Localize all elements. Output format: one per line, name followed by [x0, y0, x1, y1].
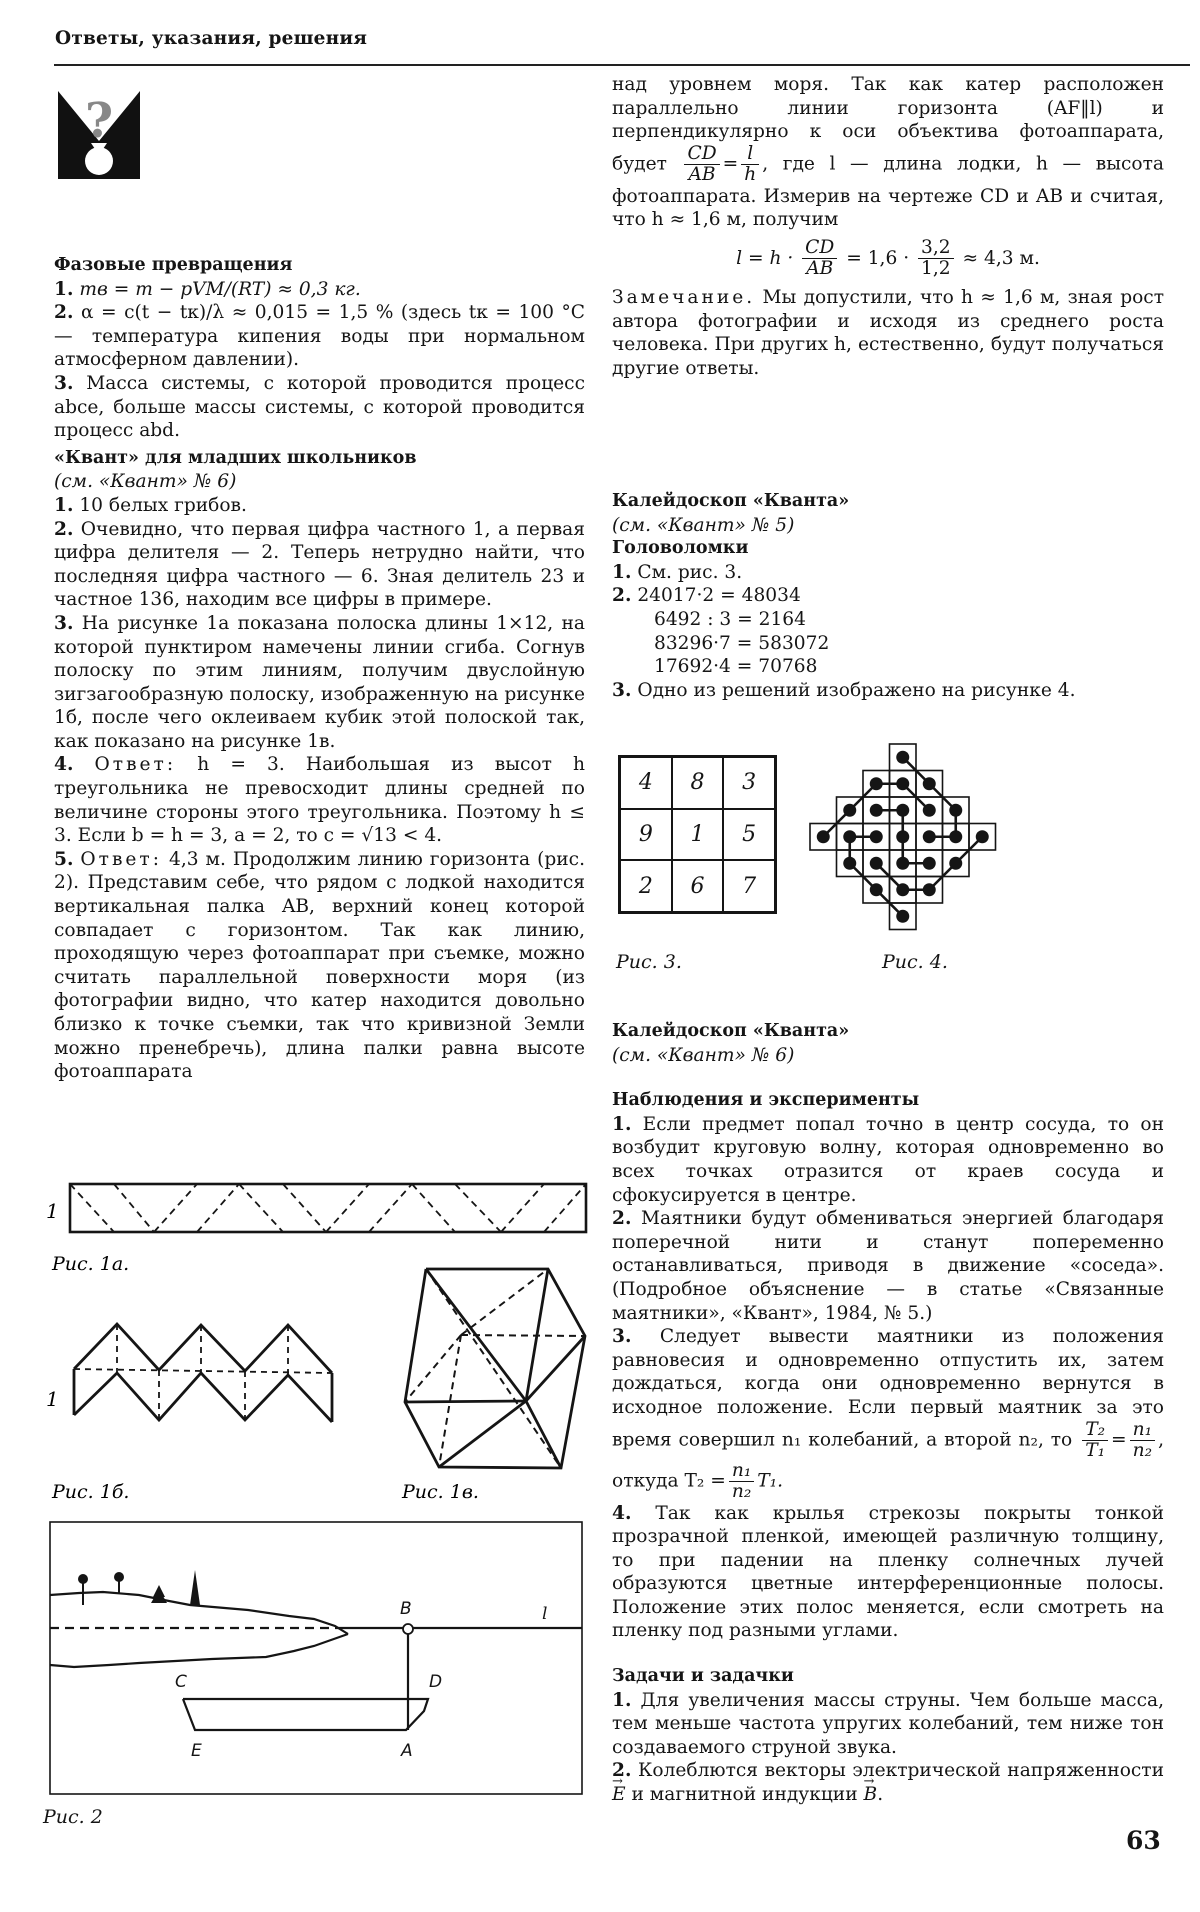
section-heading: Наблюдения и эксперименты — [612, 1090, 920, 1111]
dot — [949, 830, 962, 843]
dot — [843, 857, 856, 870]
dot — [923, 830, 936, 843]
question-logo-icon — [58, 91, 140, 179]
section-title: Калейдоскоп «Кванта» — [612, 491, 850, 511]
shore-trees-icon — [78, 1570, 200, 1605]
fold-lines — [70, 1184, 586, 1232]
answer-item: 1. mв = m − pVM/(RT) ≈ 0,3 кг. — [54, 278, 361, 300]
section-subtitle: (см. «Квант» № 5) — [612, 514, 795, 536]
fig3-caption: Рис. 3. — [616, 951, 682, 973]
kaleidoscope-5: Калейдоскоп «Кванта» (см. «Квант» № 5) Головоломки 1. См. рис. 3. 2. 24017·2 = 48034 6492 : 3 = 2164 83296·7 = 583072 17692·4 = 70768 3. Одно из решений изображено на рисунке 4. — [612, 490, 1164, 702]
fig1v-caption: Рис. 1в. — [402, 1481, 479, 1503]
figure-4-diamond — [808, 742, 998, 932]
dot — [923, 804, 936, 817]
label-b: B — [400, 1599, 412, 1619]
dot — [870, 883, 883, 896]
dot — [896, 830, 909, 843]
label-c: C — [175, 1672, 187, 1692]
answer-item: 3. На рисунке 1а показана полоска длины 1×12, на которой пунктиром намечены линии сгиба. Согнув полоску по этим линиям, получим двуслойную зигзагообразную полоску, изображенную на рисунке 1б, после чего оклеиваем кубик этой полоской так, как показано на рисунке 1в. — [54, 612, 585, 752]
vector-e: → E — [612, 1784, 626, 1805]
grid-cell: 2 — [620, 860, 672, 912]
dot — [896, 910, 909, 923]
label-a: A — [401, 1741, 413, 1761]
dot — [870, 857, 883, 870]
dot — [923, 857, 936, 870]
dot — [896, 804, 909, 817]
formula-length: l = h · $\frac{CD}{AB}$ = 1,6 · $\frac{3,2}{1,2}$ ≈ 4,3 м. — [736, 237, 1040, 280]
zigzag-1b — [74, 1324, 332, 1422]
point-b — [403, 1624, 413, 1634]
grid-cell: 5 — [723, 809, 775, 861]
section-title-junior: «Квант» для младших школьников — [54, 447, 417, 468]
label-l: l — [542, 1604, 548, 1624]
answer-item: 5. Ответ: 4,3 м. Продолжим линию горизонта (рис. 2). Представим себе, что рядом с лодкой находится вертикальная палка AB, верхний конец которой совпадает с горизонтом. Так как линию, проходящую через фотоаппарат при съемке, можно считать параллельной поверхности моря (из фотографии видно, что катер находится довольно близко к точке съемки, так что кривизной Земли можно пренебречь), длина палки равна высоте фотоаппарата — [54, 848, 585, 1083]
kaleidoscope-6: Калейдоскоп «Кванта» (см. «Квант» № 6) Наблюдения и эксперименты 1. Если предмет попал точно в центр сосуда, то он возбудит круговую волну, которая одновременно во всех точках отразится от краев сосуда и сфокусируется в центре. 2. Маятники будут обмениваться энергией благодаря поперечной нити и станут попеременно останавливаться, приводя в движение «соседа». (Подробное объяснение — в статье «Связанные маятники», «Квант», 1984, № 5.) 3. Следует вывести маятники из положения равновесия и одновременно отпустить их, затем дождаться, когда они одновременно вернутся в исходное положение. Если первый маятник за это время совершил n₁ колебаний, а второй n₂, то $\frac{\text{T₂}}{\text{T₁}}$ = $\frac{\text{n₁}}{\text{n₂}}$ , откуда T₂ = $\frac{\text{n₁}}{\text{n₂}}$ T₁. 4. Так как крылья стрекозы покрыты тонкой прозрачной пленкой, имеющей различную толщину, то при падении на пленку солнечных лучей образуются цветные интерференционные полосы. Положение этих полос меняется, если смотреть на пленку под разными углами. Задачи и задачки 1. Для увеличения массы струны. Чем больше масса, тем меньше частота упругих колебаний, тем ниже тон создаваемого струной звука. 2. Колеблются векторы электрической напряженности → E и магнитной индукции → B. — [612, 1020, 1164, 1807]
section-heading: Головоломки — [612, 538, 749, 559]
section-heading: Задачи и задачки — [612, 1666, 794, 1687]
magic-square-grid — [618, 755, 777, 914]
dot — [843, 804, 856, 817]
grid-cell: 3 — [723, 757, 775, 809]
header-rule — [54, 64, 1190, 66]
dot — [843, 830, 856, 843]
section-title: Калейдоскоп «Кванта» — [612, 1021, 850, 1041]
strip-1a — [70, 1184, 586, 1232]
grid-cell: 9 — [620, 809, 672, 861]
answer-item: 2. Очевидно, что первая цифра частного 1, а первая цифра делителя — 2. Теперь нетрудно найти, что последняя цифра частного — 6. Зная делитель 23 и частное 136, находим все цифры в примере. — [54, 518, 585, 611]
dot — [976, 830, 989, 843]
answer-item: 2. α = c(t − tк)/λ ≈ 0,015 = 1,5 % (здесь tк = 100 °C — температура кипения воды при нормальном атмосферном давлении). — [54, 302, 585, 371]
grid-cell: 1 — [672, 809, 724, 861]
answer-item: 1. 10 белых грибов. — [54, 494, 247, 516]
answer-item: 3. Масса системы, с которой проводится процесс abce, больше массы системы, с которой проводится процесс abd. — [54, 372, 585, 442]
answer-item: 4. Ответ: h = 3. Наибольшая из высот h треугольника не превосходит длины средней по величине стороны этого треугольника. Поэтому h ≤ 3. Если b = h = 3, a = 2, то c = √13 < 4. — [54, 754, 585, 847]
cube-1v — [405, 1269, 585, 1468]
dot — [896, 883, 909, 896]
right-column-top: над уровнем моря. Так как катер расположен параллельно линии горизонта (AF‖l) и перпендикулярно к оси объектива фотоаппарата, будет $\frac{CD}{AB}$ = $\frac{l}{h}$ , где l — длина лодки, h — высота фотоаппарата. Измерив на чертеже CD и AB и считая, что h ≈ 1,6 м, получим l = h · $\frac{CD}{AB}$ = 1,6 · $\frac{3,2}{1,2}$ ≈ 4,3 м. Замечание. Мы допустили, что h ≈ 1,6 м, зная рост автора фотографии и исходя из среднего роста человека. При других h, естественно, будут получаться другие ответы. — [612, 74, 1164, 379]
label-d: D — [429, 1672, 443, 1692]
dot — [817, 830, 830, 843]
dot — [923, 883, 936, 896]
fraction-cd-ab: $\frac{CD}{AB}$ — [684, 144, 719, 185]
dot — [949, 804, 962, 817]
fig1a-label: 1 — [46, 1199, 59, 1223]
left-column — [54, 254, 585, 1084]
section-title-phase: Фазовые превращения — [54, 255, 293, 275]
fig1b-caption: Рис. 1б. — [52, 1481, 130, 1503]
grid-cell: 6 — [672, 860, 724, 912]
dot — [896, 777, 909, 790]
dot — [896, 751, 909, 764]
grid-cell: 7 — [723, 860, 775, 912]
fraction-l-h: $\frac{l}{h}$ — [741, 144, 759, 185]
shoreline — [50, 1592, 582, 1730]
section-subtitle: (см. «Квант» № 6) — [54, 471, 237, 493]
section-subtitle: (см. «Квант» № 6) — [612, 1044, 795, 1066]
grid-cell: 4 — [620, 757, 672, 809]
figure-1 — [30, 1160, 600, 1505]
grid-cell: 8 — [672, 757, 724, 809]
dot — [949, 857, 962, 870]
label-e: E — [191, 1741, 202, 1761]
remark: Замечание. Мы допустили, что h ≈ 1,6 м, зная рост автора фотографии и исходя из среднего роста человека. При других h, естественно, будут получаться другие ответы. — [612, 286, 1164, 379]
dot — [870, 830, 883, 843]
page-number: 63 — [1126, 1826, 1161, 1855]
dot — [896, 857, 909, 870]
fig2-caption: Рис. 2 — [43, 1806, 103, 1828]
fig4-caption: Рис. 4. — [882, 951, 948, 973]
vector-b: → B — [864, 1784, 878, 1805]
figure-2 — [49, 1521, 584, 1797]
dot — [870, 777, 883, 790]
dot — [870, 804, 883, 817]
dot — [923, 777, 936, 790]
fig1a-caption: Рис. 1а. — [52, 1253, 130, 1275]
logo-glyph: ? — [84, 93, 114, 149]
fig1b-label: 1 — [46, 1387, 59, 1411]
running-header: Ответы, указания, решения — [55, 28, 368, 49]
